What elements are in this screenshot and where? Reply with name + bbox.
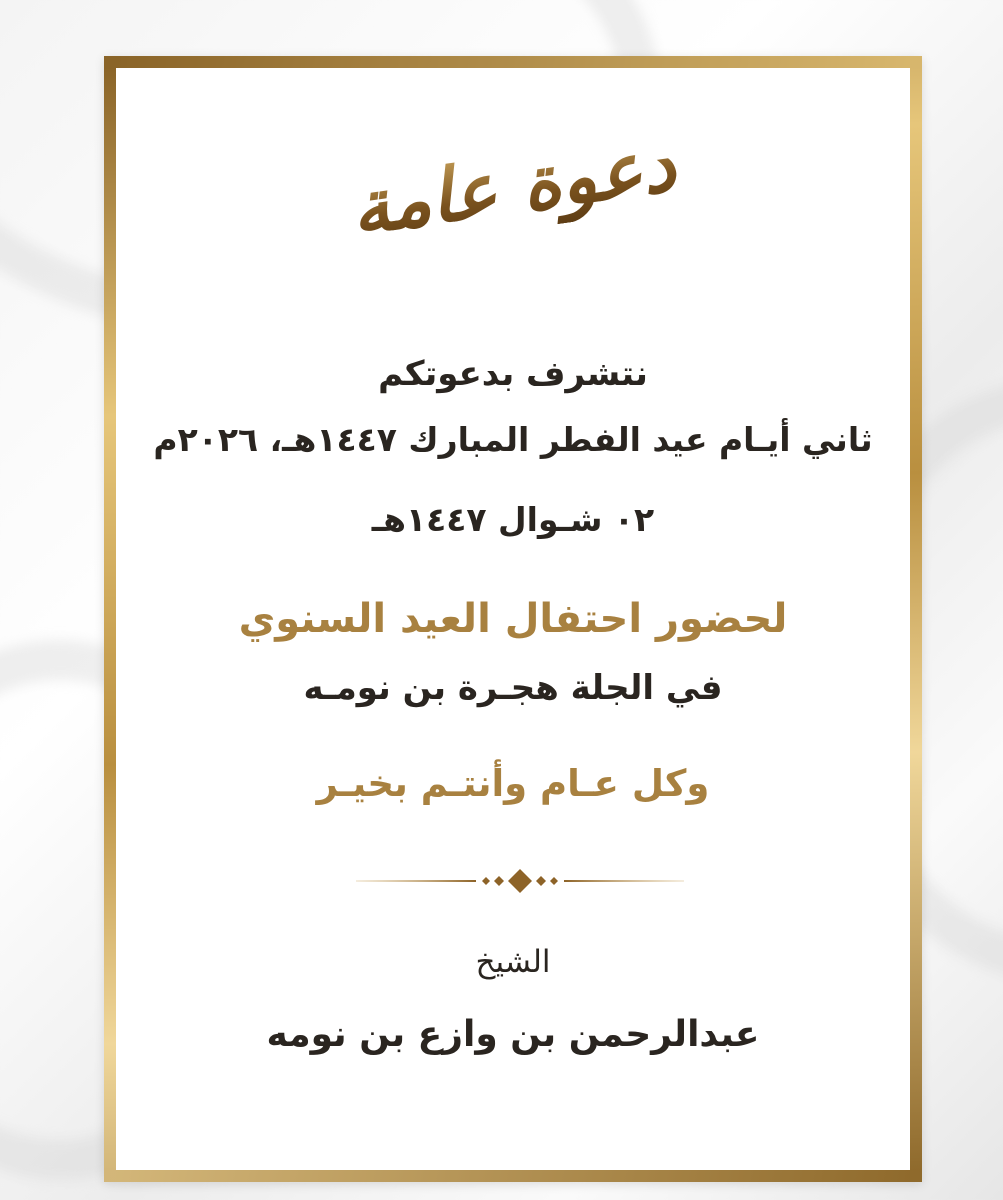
location-text: في الجلة هجـرة بن نومـه <box>303 668 723 708</box>
purpose-text: لحضور احتفال العيد السنوي <box>238 596 788 642</box>
greeting-text: وكل عـام وأنتـم بخيـر <box>316 762 710 805</box>
date-text: ٠٢ شـوال ١٤٤٧هـ <box>371 500 655 539</box>
invitation-content <box>116 68 910 1170</box>
host-title: الشيخ <box>475 944 551 980</box>
intro-text: نتشرف بدعوتكم <box>378 354 648 394</box>
ornamental-divider <box>356 866 684 896</box>
occasion-text: ثاني أيـام عيد الفطر المبارك ١٤٤٧هـ، ٢٠٢٦م <box>153 420 873 459</box>
host-name: عبدالرحمن بن وازع بن نومه <box>266 1014 760 1055</box>
invitation-card <box>104 56 922 1182</box>
calligraphy-title: دعوة عامة <box>114 89 912 285</box>
